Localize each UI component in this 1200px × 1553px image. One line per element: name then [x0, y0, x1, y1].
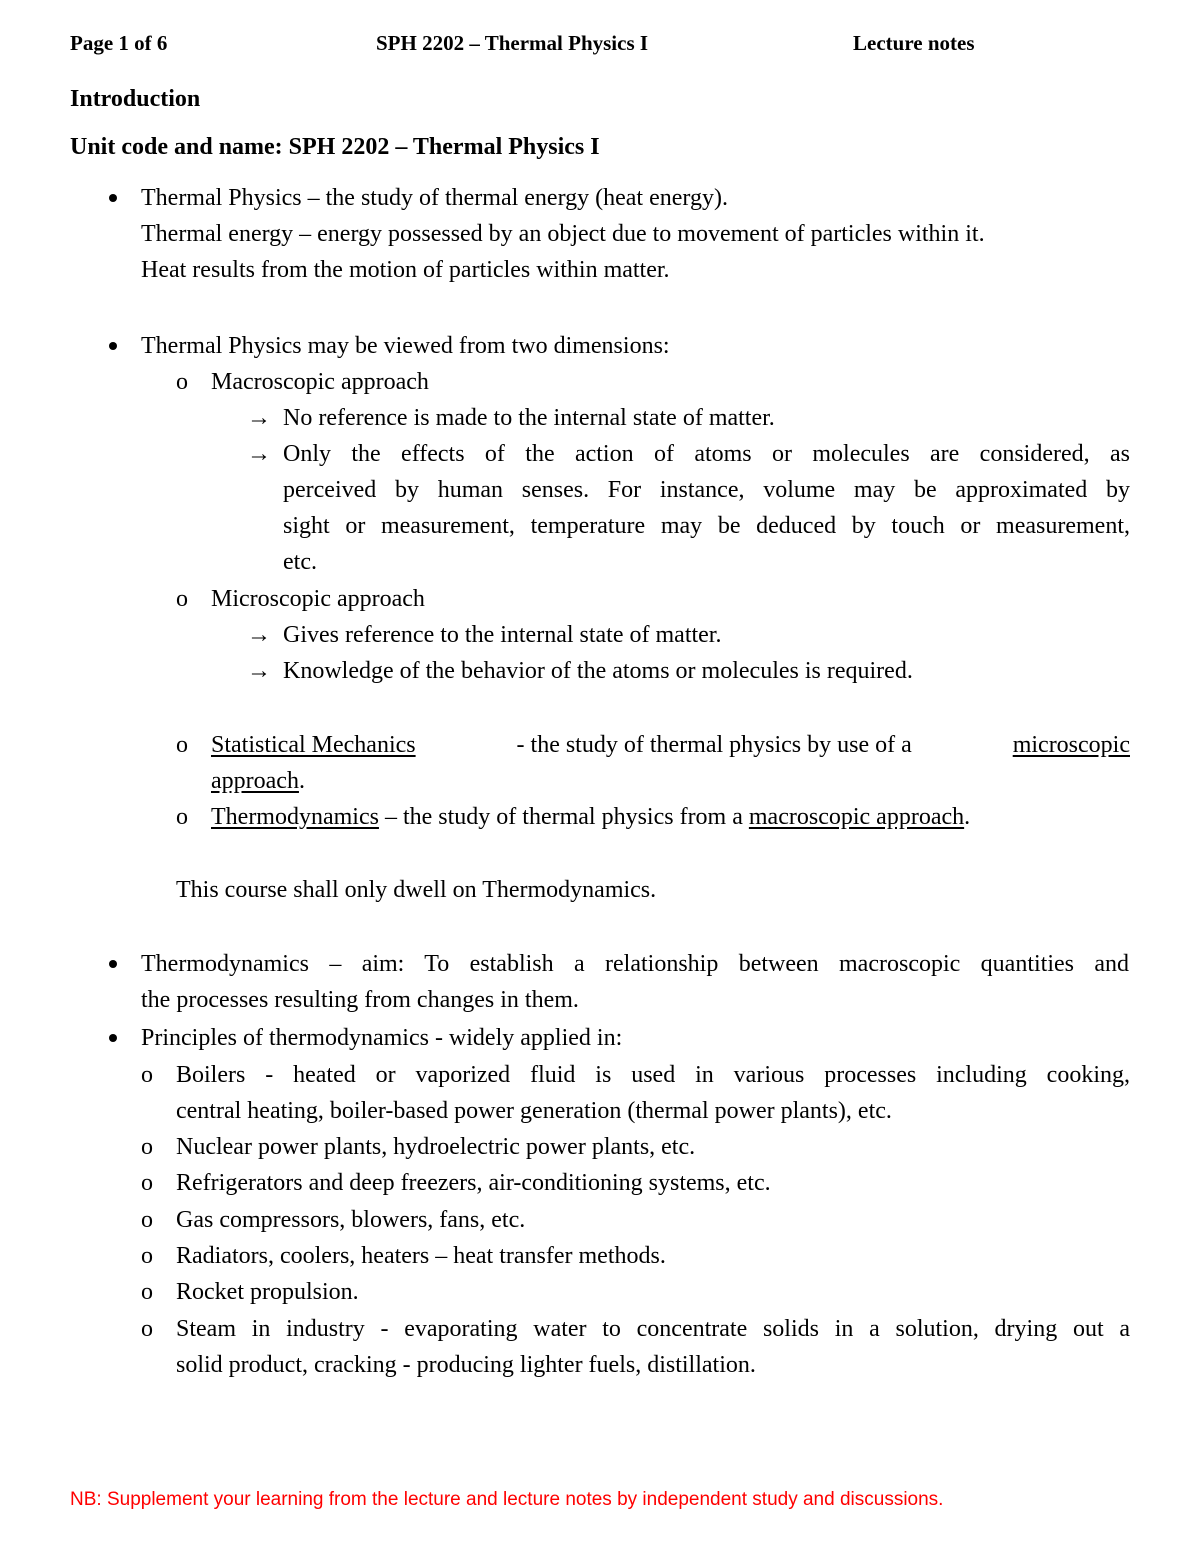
arrow-icon: → [247, 622, 271, 648]
statistical-mechanics-cont [211, 766, 305, 796]
period: . [298, 768, 305, 794]
definition-text: - the study of thermal physics by use of a [510, 732, 918, 758]
list-item: Radiators, coolers, heaters – heat transfer methods. [176, 1243, 666, 1269]
microscopic-link: microscopic [1012, 732, 1130, 758]
page-number: Page 1 of 6 [70, 31, 168, 55]
arrow-icon: → [247, 405, 271, 431]
bullet-text: Thermal Physics – the study of thermal energy (heat energy). [141, 185, 728, 211]
sub-bullet-circle: o [176, 804, 188, 830]
course-note: This course shall only dwell on Thermodynamics. [176, 877, 657, 903]
list-item: Nuclear power plants, hydroelectric power plants, etc. [176, 1134, 696, 1160]
sub-bullet-circle: o [141, 1062, 153, 1088]
statistical-mechanics-line [211, 730, 1130, 760]
list-item: Rocket propulsion. [176, 1279, 359, 1305]
list-item-cont: solid product, cracking - producing lighter fuels, distillation. [176, 1352, 756, 1378]
list-item: Refrigerators and deep freezers, air-conditioning systems, etc. [176, 1170, 771, 1196]
bullet-text: Thermal energy – energy possessed by an object due to movement of particles within it. [141, 221, 985, 247]
sub-bullet-circle: o [176, 732, 188, 758]
bullet-text: the processes resulting from changes in them. [141, 987, 579, 1013]
sub-bullet-circle: o [141, 1207, 153, 1233]
unit-heading: Unit code and name: SPH 2202 – Thermal Physics I [70, 134, 600, 160]
arrow-item: Only the effects of the action of atoms or molecules are considered, as [283, 441, 1130, 467]
section-heading: Introduction [70, 86, 201, 112]
arrow-item: No reference is made to the internal state of matter. [283, 405, 775, 431]
approach-link: approach [211, 768, 299, 794]
list-item: Gas compressors, blowers, fans, etc. [176, 1207, 526, 1233]
arrow-item: Gives reference to the internal state of matter. [283, 622, 722, 648]
arrow-item-cont: perceived by human senses. For instance, volume may be approximated by [283, 477, 1130, 503]
sub-bullet-circle: o [176, 586, 188, 612]
sub-bullet-circle: o [141, 1170, 153, 1196]
arrow-item-cont: etc. [283, 549, 317, 575]
sub-bullet-circle: o [141, 1243, 153, 1269]
bullet-text: Heat results from the motion of particles within matter. [141, 257, 670, 283]
bullet-dot [109, 342, 117, 350]
bullet-dot [109, 960, 117, 968]
arrow-icon: → [247, 658, 271, 684]
definition-text: – the study of thermal physics from a [378, 804, 749, 830]
bullet-text: Principles of thermodynamics - widely applied in: [141, 1025, 623, 1051]
bullet-text: Thermodynamics – aim: To establish a relationship between macroscopic quantities and [141, 951, 1129, 977]
arrow-icon: → [247, 441, 271, 467]
list-item: Boilers - heated or vaporized fluid is used in various processes including cooking, [176, 1062, 1130, 1088]
doc-type: Lecture notes [853, 31, 975, 55]
period: . [964, 804, 971, 830]
arrow-item-cont: sight or measurement, temperature may be deduced by touch or measurement, [283, 513, 1130, 539]
sub-bullet-circle: o [141, 1316, 153, 1342]
statistical-mechanics-term: Statistical Mechanics [211, 732, 416, 758]
bullet-text: Thermal Physics may be viewed from two dimensions: [141, 333, 670, 359]
sub-bullet-circle: o [141, 1279, 153, 1305]
list-item-cont: central heating, boiler-based power generation (thermal power plants), etc. [176, 1098, 892, 1124]
sub-bullet-circle: o [141, 1134, 153, 1160]
thermodynamics-line [211, 802, 970, 832]
bullet-dot [109, 1034, 117, 1042]
macroscopic-approach-link: macroscopic approach [748, 804, 965, 830]
footer-note: NB: Supplement your learning from the lecture and lecture notes by independent study and discussions. [70, 1489, 944, 1510]
course-title: SPH 2202 – Thermal Physics I [376, 31, 649, 55]
microscopic-title: Microscopic approach [211, 586, 425, 612]
sub-bullet-circle: o [176, 369, 188, 395]
thermodynamics-term: Thermodynamics [211, 804, 379, 830]
arrow-item: Knowledge of the behavior of the atoms or molecules is required. [283, 658, 913, 684]
macroscopic-title: Macroscopic approach [211, 369, 429, 395]
bullet-dot [109, 194, 117, 202]
list-item: Steam in industry - evaporating water to concentrate solids in a solution, drying out a [176, 1316, 1130, 1342]
